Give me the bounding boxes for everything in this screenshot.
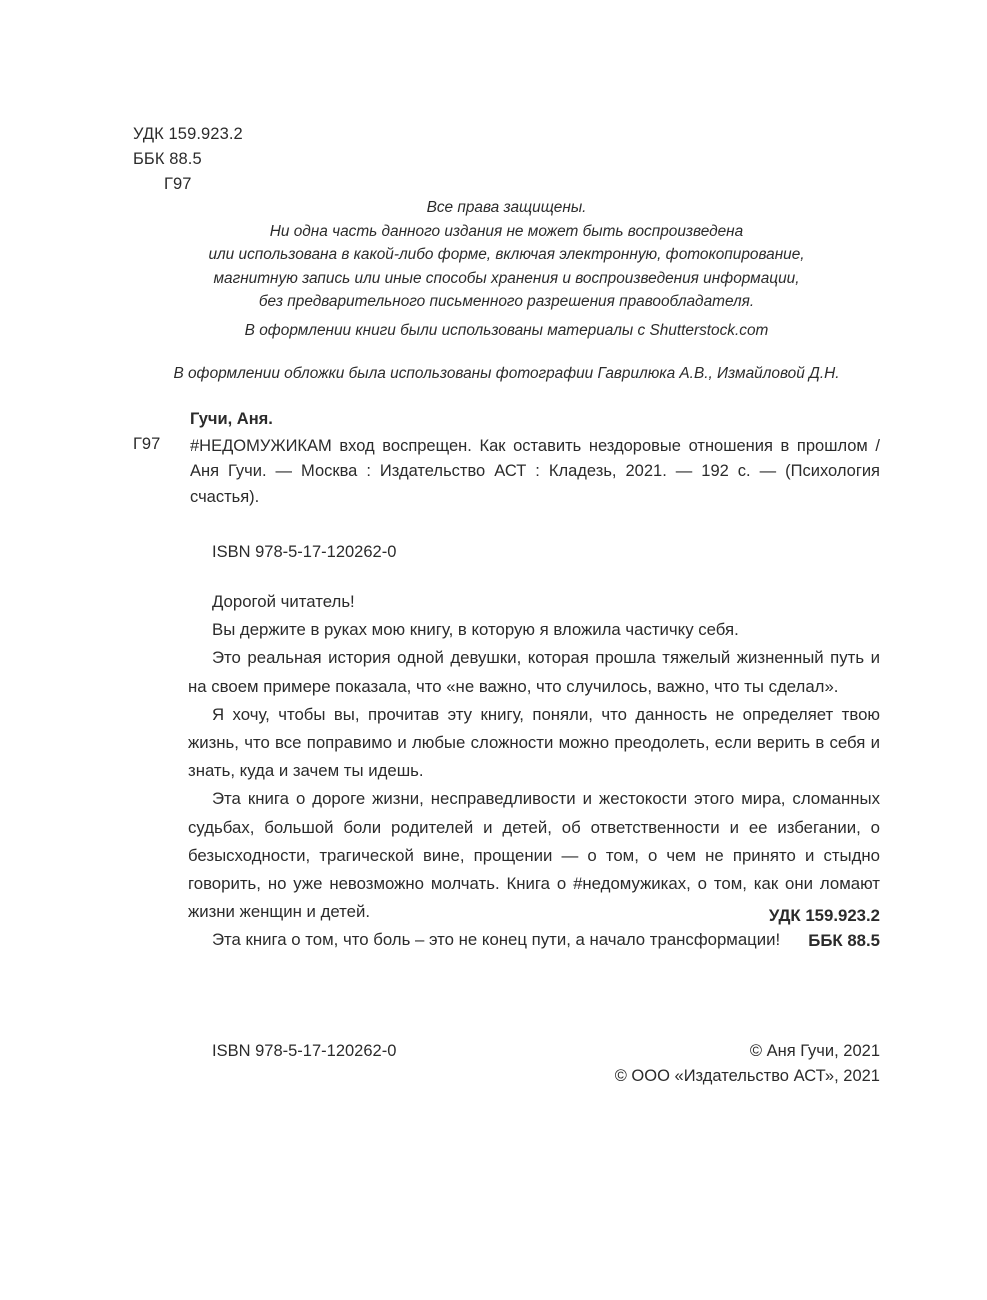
- classification-codes-top: [133, 122, 243, 197]
- letter-paragraph: Эта книга о дороге жизни, несправедливости и жестокости этого мира, сломанных судьбах, большой боли родителей и детей, об ответственности и ее избегании, о безысходности, трагической вине, прощении — о том, о чем не принято и стыдно говорить, но уже невозможно молчать. Книга о #недомужиках, о том, как они ломают жизни женщин и детей.: [188, 789, 880, 922]
- copyright-block: [615, 1039, 880, 1089]
- rights-notice-line: без предварительного письменного разрешения правообладателя.: [258, 293, 755, 311]
- rights-notice: [133, 196, 880, 314]
- classification-codes-bottom: [769, 903, 880, 953]
- udk-code-top: УДК 159.923.2: [133, 125, 243, 143]
- copyright-publisher: © ООО «Издательство АСТ», 2021: [614, 1067, 880, 1085]
- isbn-top: ISBN 978-5-17-120262-0: [212, 543, 397, 561]
- biblio-shelfmark: Г97: [133, 435, 161, 453]
- rights-notice-line: магнитную запись или иные способы хранения и воспроизведения информации,: [213, 269, 800, 287]
- shelfmark-code-top: Г97: [164, 175, 192, 193]
- udk-code-bottom: УДК 159.923.2: [768, 906, 880, 925]
- bbk-code-bottom: ББК 88.5: [808, 931, 880, 950]
- bbk-code-top: ББК 88.5: [133, 150, 202, 168]
- rights-notice-line: Все права защищены.: [426, 199, 587, 216]
- biblio-record: [190, 407, 880, 536]
- biblio-description: #НЕДОМУЖИКАМ вход воспрещен. Как оставить нездоровые отношения в прошлом / Аня Гучи. — Москва : Издательство АСТ : Кладезь, 2021. — 192 с. — (Психология счастья).: [190, 436, 880, 506]
- rights-notice-line: или использована в какой-либо форме, включая электронную, фотокопирование,: [208, 246, 805, 264]
- letter-paragraph: Вы держите в руках мою книгу, в которую я вложила частичку себя.: [212, 620, 739, 640]
- credit-shutterstock: В оформлении книги были использованы материалы с Shutterstock.com: [244, 322, 769, 339]
- copyright-author: © Аня Гучи, 2021: [749, 1042, 880, 1060]
- isbn-bottom: ISBN 978-5-17-120262-0: [212, 1042, 397, 1060]
- letter-to-reader: [188, 588, 880, 955]
- biblio-author: Гучи, Аня.: [190, 410, 273, 428]
- letter-paragraph: Это реальная история одной девушки, которая прошла тяжелый жизненный путь и на своем примере показала, что «не важно, что случилось, важно, что ты сделал».: [188, 648, 880, 696]
- credit-cover-photos: В оформлении обложки была использованы фотографии Гаврилюка А.В., Измайловой Д.Н.: [173, 365, 840, 382]
- letter-paragraph: Я хочу, чтобы вы, прочитав эту книгу, поняли, что данность не определяет твою жизнь, что все поправимо и любые сложности можно преодолеть, если верить в себя и знать, куда и зачем ты идешь.: [188, 704, 880, 781]
- letter-greeting: Дорогой читатель!: [212, 592, 355, 611]
- letter-paragraph: Эта книга о том, что боль – это не конец пути, а начало трансформации!: [212, 930, 781, 950]
- rights-notice-line: Ни одна часть данного издания не может быть воспроизведена: [269, 222, 744, 240]
